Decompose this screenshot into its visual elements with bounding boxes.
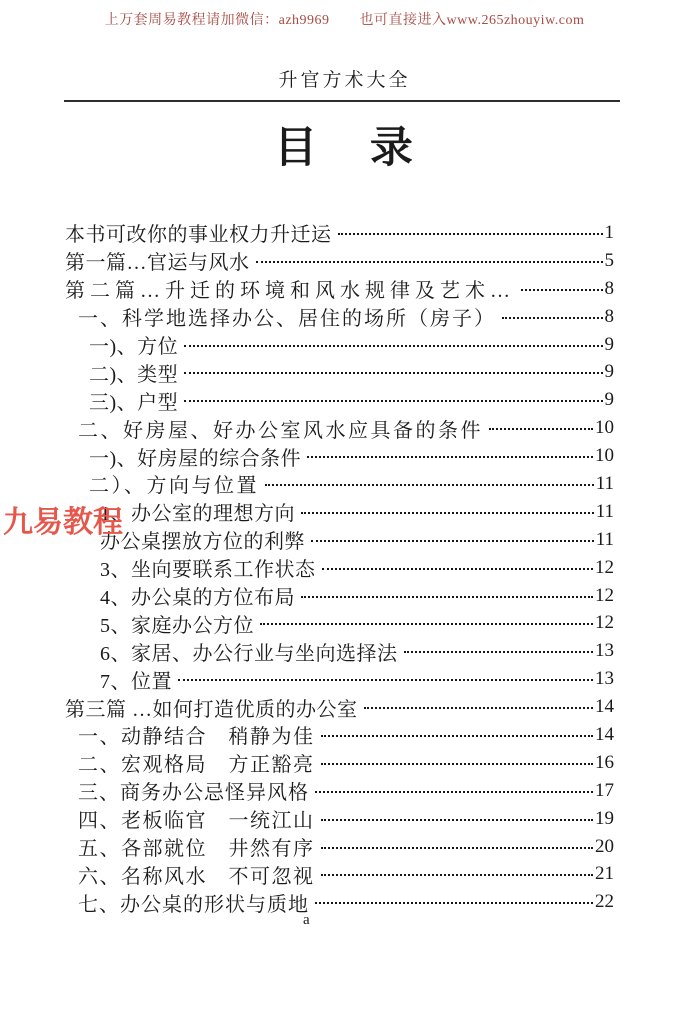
toc-entry-title: 六、名称风水 不可忽视: [78, 865, 315, 888]
toc-entry: [89, 358, 614, 386]
toc-entry-title: 一、动静结合 稍静为佳: [78, 726, 315, 749]
header-site-text: 也可直接进入www.265zhouyiw.com: [359, 13, 585, 28]
toc-entry-page: 11: [595, 472, 614, 494]
dot-leader: [521, 289, 603, 291]
watermark: 九易教程: [3, 506, 123, 539]
toc-entry-page: 9: [604, 333, 614, 355]
toc-entry: [78, 749, 614, 777]
dot-leader: [322, 568, 594, 570]
toc-entry-title: 第一篇…官运与风水: [65, 252, 250, 275]
toc-title: 目 录: [274, 125, 415, 172]
dot-leader: [184, 372, 602, 374]
toc-entry: [78, 888, 614, 916]
dot-leader: [321, 763, 594, 765]
toc-entry-title: 本书可改你的事业权力升迁运: [65, 224, 332, 247]
toc-entry-title: 第二篇…升迁的环境和风水规律及艺术…: [65, 280, 515, 303]
toc-entry-title: 3、坐向要联系工作状态: [100, 559, 316, 582]
header-note: [0, 0, 689, 29]
toc-entry-title: 三、商务办公忌怪异风格: [78, 782, 309, 805]
toc-entry: [100, 526, 614, 554]
toc-entry: [89, 331, 614, 359]
toc-entry: [89, 470, 614, 498]
toc-entry: [78, 860, 614, 888]
toc-entry-page: 8: [604, 305, 614, 327]
dot-leader: [260, 623, 593, 625]
toc-entry-page: 1: [604, 221, 614, 243]
toc-entry: [100, 554, 614, 582]
toc-entry-title: 一、科学地选择办公、居住的场所（房子）: [78, 308, 496, 331]
toc-entry-title: 4、办公桌的方位布局: [100, 587, 295, 610]
toc-entry: [100, 665, 614, 693]
dot-leader: [321, 819, 594, 821]
toc-entry: [65, 693, 614, 721]
toc-entry-page: 20: [595, 835, 614, 857]
toc-entry-page: 9: [604, 361, 614, 383]
toc-entry-title: 5、家庭办公方位: [100, 614, 254, 637]
toc-entry-page: 17: [595, 779, 614, 801]
toc-entry-page: 16: [595, 751, 614, 773]
toc-list: [0, 219, 689, 916]
toc-entry: [100, 637, 614, 665]
toc-entry-title: 一)、好房屋的综合条件: [89, 447, 302, 470]
dot-leader: [315, 902, 593, 904]
dot-leader: [404, 651, 594, 653]
toc-entry-title: 1、办公室的理想方向: [100, 503, 295, 526]
toc-entry-title: 办公桌摆放方位的利弊: [100, 531, 305, 554]
toc-entry-title: 五、各部就位 井然有序: [78, 838, 315, 861]
dot-leader: [256, 261, 603, 263]
toc-entry-page: 11: [595, 528, 614, 550]
header-contact-text: 上万套周易教程请加微信：azh9969: [104, 13, 330, 28]
dot-leader: [311, 540, 594, 542]
dot-leader: [489, 428, 593, 430]
toc-entry: [78, 303, 614, 331]
dot-leader: [321, 874, 594, 876]
toc-entry-title: 二、好房屋、好办公室风水应具备的条件: [78, 419, 483, 442]
toc-entry-page: 9: [604, 389, 614, 411]
dot-leader: [184, 400, 602, 402]
dot-leader: [301, 596, 593, 598]
toc-entry: [89, 442, 614, 470]
running-title: 升官方术大全: [278, 70, 411, 91]
dot-leader: [307, 456, 593, 458]
dot-leader: [178, 679, 593, 681]
toc-entry-title: 第三篇 …如何打造优质的办公室: [65, 698, 358, 721]
dot-leader: [321, 847, 594, 849]
toc-entry: [78, 414, 614, 442]
toc-entry-page: 12: [595, 584, 614, 606]
dot-leader: [265, 484, 594, 486]
toc-entry-title: 三)、户型: [89, 391, 179, 414]
toc-entry-title: 二)、类型: [89, 363, 179, 386]
toc-entry-page: 12: [595, 556, 614, 578]
toc-entry-title: 四、老板临官 一统江山: [78, 810, 315, 833]
dot-leader: [315, 791, 593, 793]
toc-entry-title: 7、位置: [100, 670, 172, 693]
dot-leader: [338, 233, 603, 235]
toc-entry-title: 一)、方位: [89, 336, 179, 359]
toc-entry: [100, 498, 614, 526]
toc-entry-page: 10: [595, 417, 614, 439]
toc-entry: [65, 247, 614, 275]
dot-leader: [301, 512, 594, 514]
toc-entry-title: 七、办公桌的形状与质地: [78, 893, 309, 916]
toc-entry-page: 22: [595, 891, 614, 913]
toc-entry-title: 二、宏观格局 方正豁亮: [78, 754, 315, 777]
toc-entry-page: 5: [604, 249, 614, 271]
dot-leader: [364, 707, 594, 709]
footer-page-label: a: [303, 912, 310, 928]
toc-entry: [100, 609, 614, 637]
toc-entry-page: 14: [595, 723, 614, 745]
toc-entry-page: 11: [595, 500, 614, 522]
dot-leader: [321, 735, 594, 737]
toc-entry: [78, 721, 614, 749]
toc-entry-page: 21: [595, 863, 614, 885]
toc-entry-page: 8: [604, 277, 614, 299]
toc-entry: [100, 582, 614, 610]
header-rule: [64, 100, 620, 102]
toc-entry: [65, 275, 614, 303]
toc-entry-title: 6、家居、办公行业与坐向选择法: [100, 642, 398, 665]
toc-entry-page: 19: [595, 807, 614, 829]
dot-leader: [184, 345, 602, 347]
toc-entry: [78, 833, 614, 861]
toc-entry: [65, 219, 614, 247]
toc-entry: [78, 805, 614, 833]
toc-entry-page: 10: [595, 445, 614, 467]
dot-leader: [502, 317, 603, 319]
toc-entry-page: 13: [595, 640, 614, 662]
toc-entry: [89, 386, 614, 414]
toc-entry-page: 12: [595, 612, 614, 634]
toc-entry-page: 14: [595, 696, 614, 718]
toc-entry: [78, 777, 614, 805]
toc-entry-page: 13: [595, 668, 614, 690]
toc-entry-title: 二）、方向与位置: [89, 475, 259, 498]
